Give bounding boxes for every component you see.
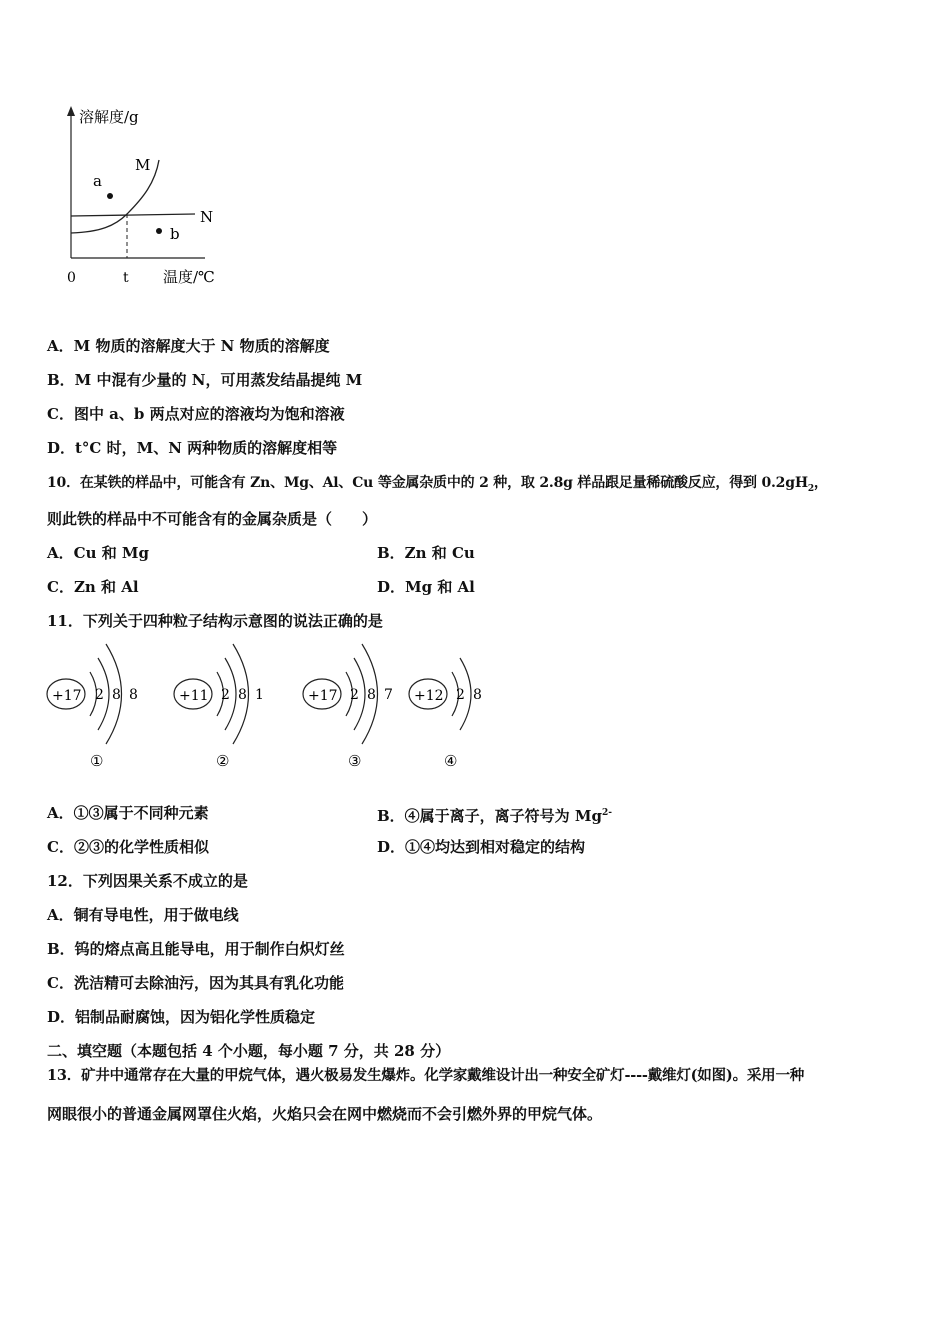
- point-b-label: b: [170, 225, 180, 243]
- atom-2: [174, 644, 264, 770]
- q12-option-b: B．钨的熔点高且能导电，用于制作白炽灯丝: [47, 940, 345, 958]
- point-b: [156, 228, 162, 234]
- q11-option-b: B．④属于离子，离子符号为 $Mg^{2-}$: [377, 807, 612, 825]
- q10-option-a: A．Cu 和 Mg: [47, 544, 150, 562]
- q10-stem-line2: 则此铁的样品中不可能含有的金属杂质是（ ）: [47, 510, 378, 528]
- solubility-graph: [55, 98, 235, 298]
- q9-option-c: C．图中 a、b 两点对应的溶液均为饱和溶液: [47, 405, 345, 423]
- electron-count: 2: [456, 687, 465, 703]
- q13-line1: 13．矿井中通常存在大量的甲烷气体，遇火极易发生爆炸。化学家戴维设计出一种安全矿灯----戴维灯(如图)。采用一种: [47, 1067, 805, 1084]
- atom-label: ④: [444, 752, 458, 770]
- q10-option-d: D．Mg 和 Al: [377, 578, 475, 596]
- q12-option-a: A．铜有导电性，用于做电线: [47, 906, 239, 924]
- q9-option-b: B．M 中混有少量的 N，可用蒸发结晶提纯 M: [47, 371, 363, 389]
- q10-option-c: C．Zn 和 Al: [47, 578, 139, 596]
- nucleus-charge: +17: [52, 688, 82, 704]
- atom-4: [409, 658, 482, 770]
- atom-3: [303, 644, 393, 770]
- electron-count: 8: [112, 687, 121, 703]
- electron-count: 2: [221, 687, 230, 703]
- q9-option-d: D．t°C 时，M、N 两种物质的溶解度相等: [47, 439, 338, 457]
- electron-count: 2: [95, 687, 104, 703]
- electron-count: 7: [384, 687, 393, 703]
- curve-n-label: N: [200, 208, 214, 226]
- electron-count: 2: [350, 687, 359, 703]
- q12-option-c: C．洗洁精可去除油污，因为其具有乳化功能: [47, 974, 344, 992]
- y-axis-label: 溶解度/g: [79, 108, 139, 126]
- section-heading: 二、填空题（本题包括 4 个小题，每小题 7 分，共 28 分）: [47, 1042, 451, 1060]
- nucleus-charge: +11: [179, 688, 209, 704]
- atom-structure-diagrams: [40, 640, 510, 775]
- nucleus-charge: +17: [308, 688, 338, 704]
- point-a: [107, 193, 113, 199]
- t-label: t: [123, 270, 129, 286]
- q11-option-c: C．②③的化学性质相似: [47, 838, 209, 856]
- y-axis-arrow: [67, 106, 75, 116]
- electron-count: 8: [238, 687, 247, 703]
- q12-option-d: D．铝制品耐腐蚀，因为铝化学性质稳定: [47, 1008, 316, 1026]
- atom-label: ②: [216, 752, 230, 770]
- atom-1: [47, 644, 138, 770]
- q11-stem: 11．下列关于四种粒子结构示意图的说法正确的是: [47, 612, 383, 630]
- q11-option-a: A．①③属于不同种元素: [47, 804, 209, 822]
- q13-line2: 网眼很小的普通金属网罩住火焰，火焰只会在网中燃烧而不会引燃外界的甲烷气体。: [47, 1105, 603, 1123]
- electron-count: 1: [255, 687, 264, 703]
- q12-stem: 12．下列因果关系不成立的是: [47, 872, 248, 890]
- point-a-label: a: [93, 172, 102, 190]
- q10-stem-line1: 10．在某铁的样品中，可能含有 Zn、Mg、Al、Cu 等金属杂质中的 2 种，取 2.8g 样品跟足量稀硫酸反应，得到 $0.2gH_2$，: [47, 475, 828, 494]
- curve-n: [71, 214, 195, 216]
- electron-count: 8: [129, 687, 138, 703]
- electron-count: 8: [473, 687, 482, 703]
- origin-label: 0: [67, 270, 76, 286]
- atom-label: ③: [348, 752, 362, 770]
- curve-m-label: M: [135, 156, 151, 174]
- nucleus-charge: +12: [414, 688, 444, 704]
- electron-count: 8: [367, 687, 376, 703]
- q11-option-d: D．①④均达到相对稳定的结构: [377, 838, 586, 856]
- q10-option-b: B．Zn 和 Cu: [377, 544, 475, 562]
- q9-option-a: A．M 物质的溶解度大于 N 物质的溶解度: [47, 337, 330, 355]
- atom-label: ①: [90, 752, 104, 770]
- x-axis-label: 温度/℃: [163, 268, 215, 286]
